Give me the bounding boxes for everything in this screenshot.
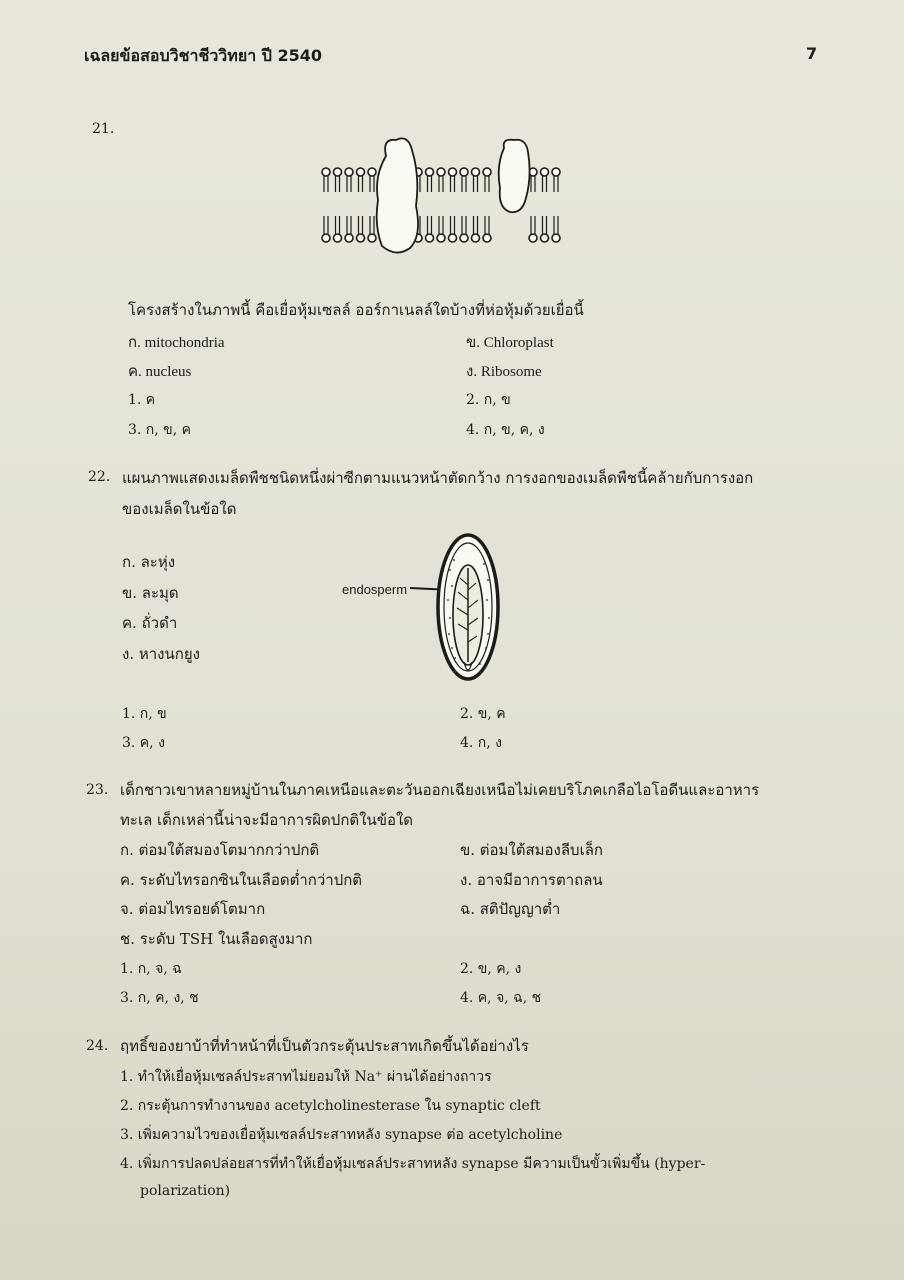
q22-answer-3: 3. ค, ง [122, 735, 165, 751]
q21-answer-4: 4. ก, ข, ค, ง [466, 422, 545, 438]
q22-option-a: ก. ละหุ่ง [122, 553, 176, 571]
q24-choice-3: 3. เพิ่มความไวของเยื่อหุ้มเซลล์ประสาทหลัง synapse ต่อ acetylcholine [120, 1127, 563, 1143]
q22-answer-2: 2. ข, ค [460, 706, 506, 722]
page-header-title: เฉลยข้อสอบวิชาชีววิทยา ปี 2540 [84, 46, 323, 65]
q23-option-a: ก. ต่อมใต้สมองโตมากกว่าปกติ [120, 841, 320, 859]
question-21-number: 21. [92, 121, 115, 137]
q23-answer-4: 4. ค, จ, ฉ, ช [460, 990, 542, 1006]
q23-answer-3: 3. ก, ค, ง, ช [120, 990, 199, 1006]
q23-answer-2: 2. ข, ค, ง [460, 961, 522, 977]
q23-option-c: ค. ระดับไทรอกซินในเลือดต่ำกว่าปกติ [120, 871, 363, 889]
q21-option-c: ค. nucleus [128, 364, 192, 380]
question-23-stem-line2: ทะเล เด็กเหล่านี้น่าจะมีอาการผิดปกติในข้อใด [120, 811, 414, 829]
cell-membrane-diagram [316, 136, 566, 256]
q24-choice-1: 1. ทำให้เยื่อหุ้มเซลล์ประสาทไม่ยอมให้ Na⁺ ผ่านได้อย่างถาวร [120, 1069, 492, 1085]
q21-answer-3: 3. ก, ข, ค [128, 422, 192, 438]
question-24-number: 24. [86, 1038, 109, 1054]
question-22-stem-line1: แผนภาพแสดงเมล็ดพืชชนิดหนึ่งผ่าซีกตามแนวหน้าตัดกว้าง การงอกของเมล็ดพืชนี้คล้ายกับการงอก [122, 469, 754, 487]
q22-option-b: ข. ละมุด [122, 584, 179, 602]
q23-option-b: ข. ต่อมใต้สมองลีบเล็ก [460, 841, 603, 859]
q24-choice-4: 4. เพิ่มการปลดปล่อยสารที่ทำให้เยื่อหุ้มเซลล์ประสาทหลัง synapse มีความเป็นขั้วเพิ่มขึ้น (hyper- [120, 1156, 706, 1172]
q21-option-b: ข. Chloroplast [466, 335, 554, 351]
q24-choice-4-continuation: polarization) [140, 1183, 231, 1199]
page-number: 7 [806, 44, 818, 63]
question-22-number: 22. [88, 469, 111, 485]
q21-option-a: ก. mitochondria [128, 335, 225, 351]
q21-answer-1: 1. ค [128, 392, 156, 408]
endosperm-label: endosperm [342, 582, 408, 597]
q23-option-d: ง. อาจมีอาการตาถลน [460, 871, 603, 889]
question-21-stem: โครงสร้างในภาพนี้ คือเยื่อหุ้มเซลล์ ออร์กาเนลล์ใดบ้างที่ห่อหุ้มด้วยเยื่อนี้ [128, 301, 584, 319]
q21-option-d: ง. Ribosome [466, 364, 542, 380]
q23-option-g: ช. ระดับ TSH ในเลือดสูงมาก [120, 930, 313, 948]
q21-answer-2: 2. ก, ข [466, 392, 511, 408]
q22-option-d: ง. หางนกยูง [122, 645, 200, 663]
seed-diagram [408, 530, 508, 686]
question-22-stem-line2: ของเมล็ดในข้อใด [122, 500, 237, 518]
question-23-number: 23. [86, 782, 109, 798]
q22-answer-1: 1. ก, ข [122, 706, 167, 722]
q22-answer-4: 4. ก, ง [460, 735, 503, 751]
q23-option-e: จ. ต่อมไทรอยด์โตมาก [120, 900, 266, 918]
q24-choice-2: 2. กระตุ้นการทำงานของ acetylcholinesterase ใน synaptic cleft [120, 1098, 541, 1114]
q23-answer-1: 1. ก, จ, ฉ [120, 961, 182, 977]
q23-option-f: ฉ. สติปัญญาต่ำ [460, 900, 561, 918]
question-24-stem: ฤทธิ์ของยาบ้าที่ทำหน้าที่เป็นตัวกระตุ้นประสาทเกิดขึ้นได้อย่างไร [120, 1037, 529, 1055]
q22-option-c: ค. ถั่วดำ [122, 614, 178, 632]
question-23-stem-line1: เด็กชาวเขาหลายหมู่บ้านในภาคเหนือและตะวันออกเฉียงเหนือไม่เคยบริโภคเกลือไอโอดีนและอาหาร [120, 781, 760, 799]
